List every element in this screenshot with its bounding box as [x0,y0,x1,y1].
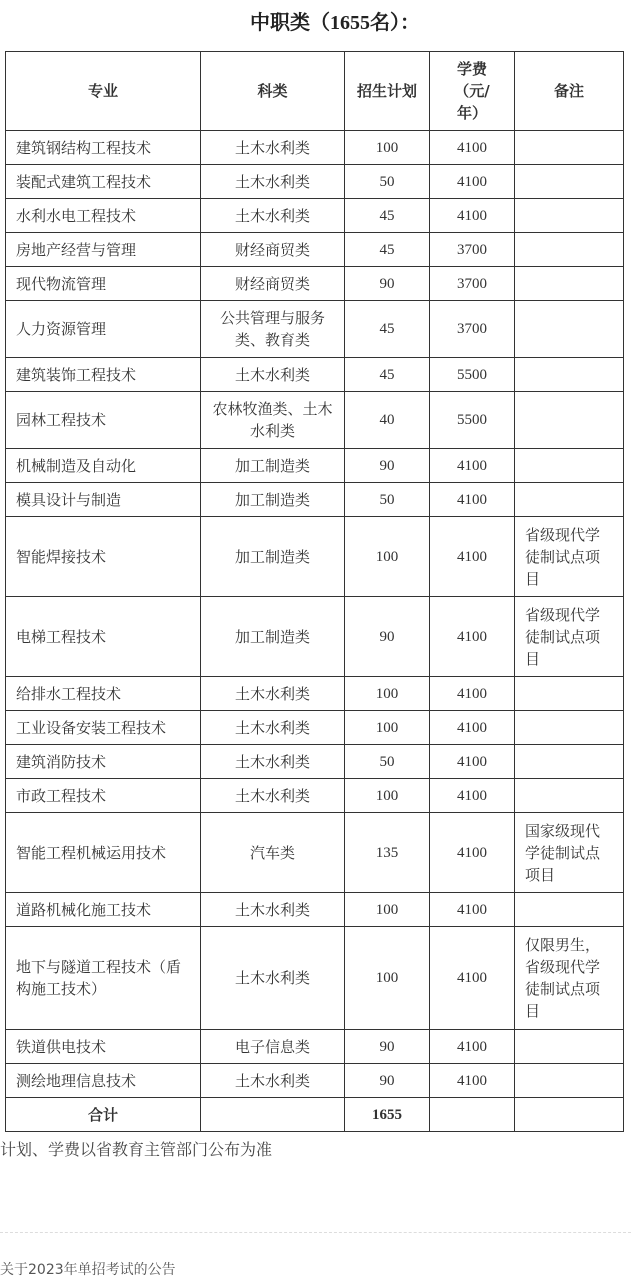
table-row [6,813,624,893]
cell-major: 模具设计与制造 [6,483,201,517]
table-row [6,1030,624,1064]
cell-major: 人力资源管理 [6,301,201,358]
total-note-empty [515,1098,624,1132]
cell-major: 装配式建筑工程技术 [6,165,201,199]
cell-category: 汽车类 [201,813,345,893]
cell-note [515,358,624,392]
cell-category: 土木水利类 [201,927,345,1030]
cell-category: 土木水利类 [201,893,345,927]
table-row [6,233,624,267]
cell-fee: 4100 [430,779,515,813]
cell-category: 财经商贸类 [201,267,345,301]
cell-major: 机械制造及自动化 [6,449,201,483]
cell-plan: 100 [345,677,430,711]
cell-fee: 4100 [430,483,515,517]
header-note: 备注 [515,52,624,131]
cell-note [515,165,624,199]
cell-fee: 5500 [430,392,515,449]
cell-note [515,199,624,233]
cell-plan: 100 [345,131,430,165]
cell-fee: 3700 [430,267,515,301]
cell-major: 电梯工程技术 [6,597,201,677]
cell-fee: 4100 [430,449,515,483]
cell-major: 建筑装饰工程技术 [6,358,201,392]
cell-note [515,711,624,745]
cell-major: 建筑钢结构工程技术 [6,131,201,165]
total-row [6,1098,624,1132]
cell-plan: 90 [345,449,430,483]
cell-fee: 4100 [430,1030,515,1064]
cell-note [515,677,624,711]
table-header-row [6,52,624,131]
cell-note: 省级现代学徒制试点项目 [515,597,624,677]
cell-category: 土木水利类 [201,165,345,199]
total-category-empty [201,1098,345,1132]
cell-note [515,745,624,779]
cell-plan: 40 [345,392,430,449]
table-row [6,267,624,301]
title-suffix: 名）： [370,10,420,34]
cell-fee: 4100 [430,199,515,233]
cell-plan: 90 [345,1064,430,1098]
cell-note [515,301,624,358]
cell-major: 建筑消防技术 [6,745,201,779]
cell-category: 农林牧渔类、土木水利类 [201,392,345,449]
enrollment-table [5,51,624,1132]
header-fee-line: 学费 [456,60,487,78]
divider [0,1232,631,1233]
table-row [6,392,624,449]
cell-fee: 4100 [430,893,515,927]
table-row [6,779,624,813]
cell-fee: 3700 [430,301,515,358]
cell-category: 土木水利类 [201,677,345,711]
cell-fee: 4100 [430,597,515,677]
cell-major: 给排水工程技术 [6,677,201,711]
cell-plan: 100 [345,927,430,1030]
table-row [6,199,624,233]
footnote: 计划、学费以省教育主管部门公布为准 [0,1140,273,1159]
cell-plan: 100 [345,517,430,597]
cell-fee: 4100 [430,517,515,597]
cell-category: 土木水利类 [201,199,345,233]
cell-plan: 50 [345,745,430,779]
cell-note [515,483,624,517]
cell-note [515,1030,624,1064]
cell-category: 土木水利类 [201,358,345,392]
cell-note [515,1064,624,1098]
table-row [6,1064,624,1098]
cell-note [515,131,624,165]
cell-fee: 5500 [430,358,515,392]
cell-note [515,233,624,267]
cell-plan: 50 [345,483,430,517]
total-fee-empty [430,1098,515,1132]
cell-major: 园林工程技术 [6,392,201,449]
cell-major: 地下与隧道工程技术（盾构施工技术） [6,927,201,1030]
cell-category: 加工制造类 [201,517,345,597]
cell-plan: 100 [345,779,430,813]
table-row [6,893,624,927]
cell-plan: 90 [345,597,430,677]
cell-major: 现代物流管理 [6,267,201,301]
cell-major: 智能焊接技术 [6,517,201,597]
page-title [0,6,631,35]
cell-plan: 90 [345,267,430,301]
cell-fee: 4100 [430,813,515,893]
next-article-link[interactable]: 关于2023年单招考试的公告 [0,1262,176,1278]
table-row [6,677,624,711]
header-major: 专业 [6,52,201,131]
cell-plan: 90 [345,1030,430,1064]
cell-fee: 4100 [430,131,515,165]
cell-note: 仅限男生，省级现代学徒制试点项目 [515,927,624,1030]
title-prefix: 中职类（ [250,10,330,34]
cell-plan: 45 [345,358,430,392]
cell-category: 土木水利类 [201,779,345,813]
cell-major: 铁道供电技术 [6,1030,201,1064]
table-body [6,131,624,1098]
cell-fee: 4100 [430,1064,515,1098]
table-row [6,449,624,483]
cell-category: 加工制造类 [201,449,345,483]
header-category: 科类 [201,52,345,131]
cell-category: 电子信息类 [201,1030,345,1064]
cell-category: 土木水利类 [201,1064,345,1098]
cell-fee: 4100 [430,165,515,199]
cell-major: 市政工程技术 [6,779,201,813]
cell-category: 土木水利类 [201,711,345,745]
cell-plan: 100 [345,893,430,927]
table-row [6,301,624,358]
cell-note [515,449,624,483]
table-row [6,927,624,1030]
header-fee-line: 年） [456,104,487,122]
cell-plan: 45 [345,199,430,233]
header-fee-line: （元/ [454,82,490,100]
cell-major: 工业设备安装工程技术 [6,711,201,745]
cell-plan: 50 [345,165,430,199]
cell-note [515,893,624,927]
cell-category: 财经商贸类 [201,233,345,267]
table-row [6,165,624,199]
cell-category: 加工制造类 [201,597,345,677]
total-label: 合计 [6,1098,201,1132]
cell-plan: 45 [345,301,430,358]
table-row [6,517,624,597]
header-fee [430,52,515,131]
cell-category: 土木水利类 [201,131,345,165]
cell-note: 省级现代学徒制试点项目 [515,517,624,597]
table-row [6,358,624,392]
cell-major: 房地产经营与管理 [6,233,201,267]
cell-fee: 4100 [430,927,515,1030]
cell-plan: 45 [345,233,430,267]
cell-plan: 135 [345,813,430,893]
cell-note [515,267,624,301]
table-row [6,711,624,745]
cell-fee: 4100 [430,745,515,779]
cell-fee: 4100 [430,677,515,711]
table-row [6,131,624,165]
cell-major: 智能工程机械运用技术 [6,813,201,893]
cell-plan: 100 [345,711,430,745]
cell-note [515,392,624,449]
cell-category: 土木水利类 [201,745,345,779]
cell-major: 道路机械化施工技术 [6,893,201,927]
table-row [6,483,624,517]
cell-fee: 3700 [430,233,515,267]
total-plan: 1655 [345,1098,430,1132]
cell-category: 加工制造类 [201,483,345,517]
table-row [6,745,624,779]
cell-fee: 4100 [430,711,515,745]
cell-category: 公共管理与服务类、教育类 [201,301,345,358]
table-row [6,597,624,677]
cell-note: 国家级现代学徒制试点项目 [515,813,624,893]
cell-major: 测绘地理信息技术 [6,1064,201,1098]
cell-note [515,779,624,813]
header-plan: 招生计划 [345,52,430,131]
cell-major: 水利水电工程技术 [6,199,201,233]
title-count: 1655 [330,12,370,34]
